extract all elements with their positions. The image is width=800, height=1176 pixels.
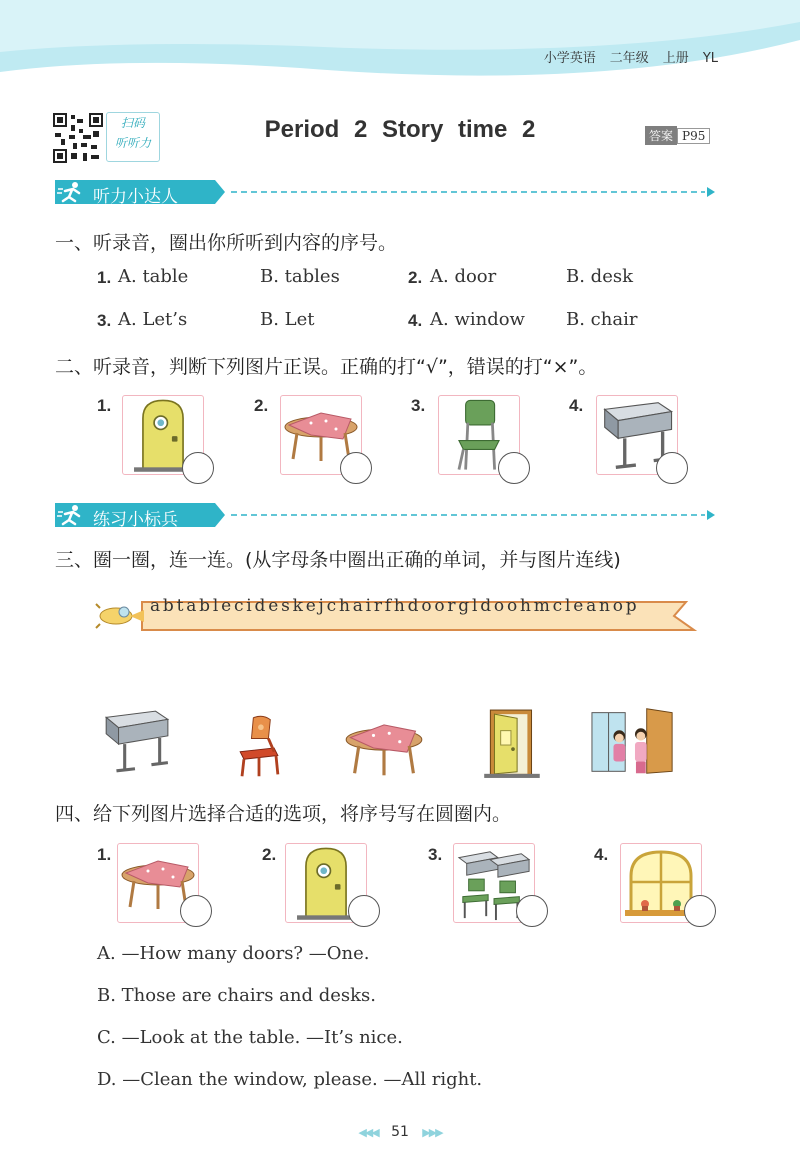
q1-item-3-number: 3. xyxy=(97,311,112,330)
term-label: 上册 xyxy=(662,51,689,66)
book-info xyxy=(530,47,718,66)
grade-label: 二年级 xyxy=(609,51,649,66)
question-1-heading: 一、听录音，圈出你所听到内容的序号。 xyxy=(55,232,398,254)
q2-answer-circle-3[interactable] xyxy=(498,452,530,484)
q4-item-4-number: 4. xyxy=(594,845,609,864)
q4-item-1-number: 1. xyxy=(97,845,112,864)
q4-item-2-number: 2. xyxy=(262,845,277,864)
q1-item-3-option-a[interactable]: A. Let’s xyxy=(118,309,188,330)
q1-item-1-option-b[interactable]: B. tables xyxy=(260,266,340,287)
edition-label: YL xyxy=(702,51,718,66)
q1-item-4-number: 4. xyxy=(408,311,423,330)
chair-icon[interactable] xyxy=(230,714,288,780)
question-3-heading: 三、圈一圈，连一连。(从字母条中圈出正确的单词，并与图片连线) xyxy=(55,549,621,571)
q4-answer-circle-2[interactable] xyxy=(348,895,380,927)
desk-icon[interactable] xyxy=(100,704,172,778)
left-arrows-icon: ◀◀◀ xyxy=(358,1126,378,1139)
q1-item-3-option-b[interactable]: B. Let xyxy=(260,309,315,330)
q4-answer-circle-1[interactable] xyxy=(180,895,212,927)
q4-option-d: D. —Clean the window, please. —All right. xyxy=(97,1069,483,1090)
page-title: Period 2 Story time 2 xyxy=(264,116,536,143)
q1-item-4-option-b[interactable]: B. chair xyxy=(566,309,638,330)
q2-item-2-number: 2. xyxy=(254,396,269,415)
question-2-heading: 二、听录音，判断下列图片正误。正确的打“√”，错误的打“×”。 xyxy=(55,356,598,378)
q1-item-1-option-a[interactable]: A. table xyxy=(118,266,189,287)
q2-answer-circle-1[interactable] xyxy=(182,452,214,484)
q4-option-a: A. —How many doors? —One. xyxy=(97,943,370,964)
section-banner-practice xyxy=(55,501,715,529)
section-title-practice: 练习小标兵 xyxy=(93,510,178,530)
q2-item-1-number: 1. xyxy=(97,396,112,415)
answer-page: P95 xyxy=(677,128,710,144)
q1-item-4-option-a[interactable]: A. window xyxy=(430,309,525,330)
q4-option-c: C. —Look at the table. —It’s nice. xyxy=(97,1027,403,1048)
running-figure-icon xyxy=(57,181,85,203)
q1-item-2-option-a[interactable]: A. door xyxy=(430,266,497,287)
q2-answer-circle-2[interactable] xyxy=(340,452,372,484)
q4-item-3-number: 3. xyxy=(428,845,443,864)
page-number: 51 xyxy=(391,1124,409,1140)
q1-item-2-option-b[interactable]: B. desk xyxy=(566,266,633,287)
answer-reference xyxy=(645,126,710,145)
q4-option-b: B. Those are chairs and desks. xyxy=(97,985,376,1006)
q2-answer-circle-4[interactable] xyxy=(656,452,688,484)
running-figure-icon xyxy=(57,504,85,526)
door-icon[interactable] xyxy=(480,708,546,780)
subject-label: 小学英语 xyxy=(543,51,596,66)
letter-strip[interactable]: abtablecideskejchairfhdoorgldoohmcleanop xyxy=(150,596,640,616)
section-banner-listening xyxy=(55,178,715,206)
q4-answer-circle-3[interactable] xyxy=(516,895,548,927)
page-footer xyxy=(0,1124,800,1140)
q4-answer-circle-4[interactable] xyxy=(684,895,716,927)
window-icon[interactable] xyxy=(590,702,678,780)
scan-line-1: 扫码 xyxy=(120,116,145,130)
q1-item-2-number: 2. xyxy=(408,268,423,287)
table-icon[interactable] xyxy=(342,716,426,780)
q1-item-1-number: 1. xyxy=(97,268,112,287)
header-band xyxy=(0,0,800,78)
question-4-heading: 四、给下列图片选择合适的选项，将序号写在圆圈内。 xyxy=(55,803,512,825)
q2-item-3-number: 3. xyxy=(411,396,426,415)
right-arrows-icon: ▶▶▶ xyxy=(422,1126,442,1139)
q2-item-4-number: 4. xyxy=(569,396,584,415)
answer-label: 答案 xyxy=(645,126,677,145)
scan-line-2: 听听力 xyxy=(114,136,151,150)
section-title-listening: 听力小达人 xyxy=(93,187,178,207)
